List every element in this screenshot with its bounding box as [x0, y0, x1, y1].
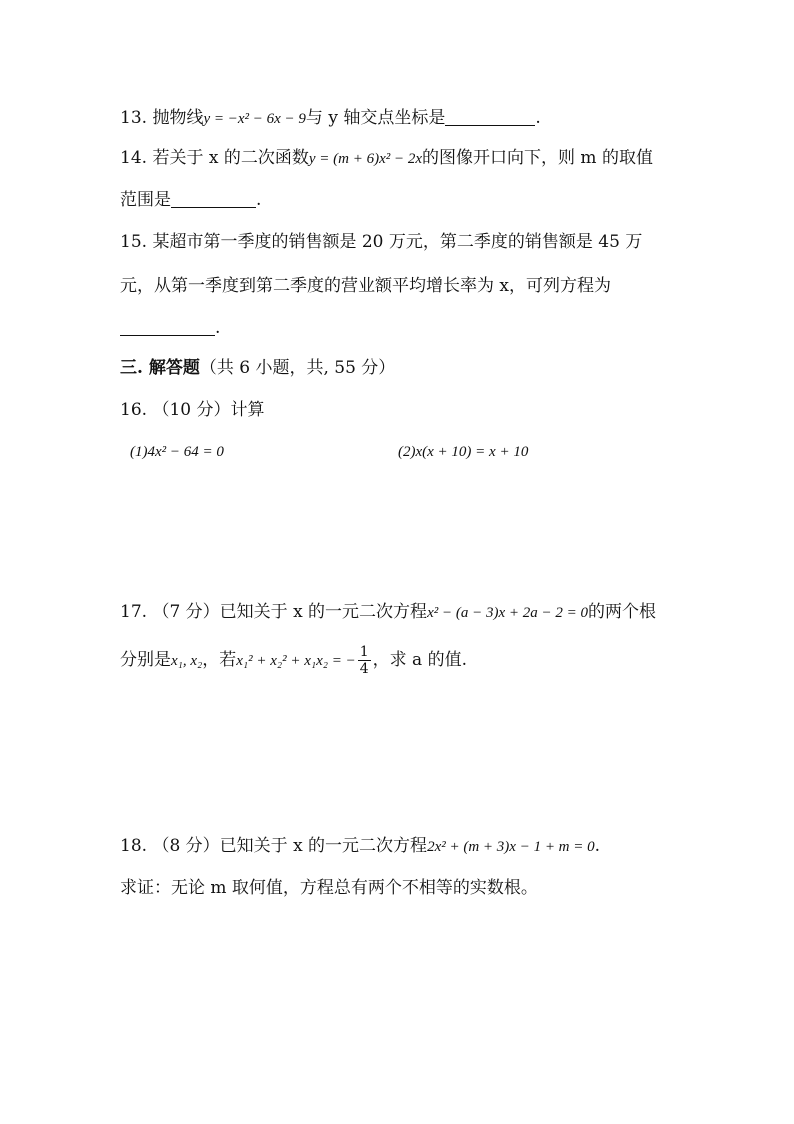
q18-line2: 求证：无论 m 取何值，方程总有两个不相等的实数根。 — [120, 878, 538, 898]
q13-formula-text: y = −x² − 6x − 9 — [203, 111, 306, 127]
q17-fraction — [358, 644, 371, 677]
q14-suffix: 的图像开口向下，则 m 的取值 — [422, 148, 653, 168]
section-3-title: 三. 解答题 — [120, 358, 200, 378]
q13-answer-blank[interactable] — [445, 109, 535, 126]
question-15-line2 — [120, 274, 611, 298]
q15-line1: 15. 某超市第一季度的销售额是 20 万元，第二季度的销售额是 45 万 — [120, 232, 643, 252]
q17-formula: x² − (a − 3)x + 2a − 2 = 0 — [427, 605, 588, 621]
question-13 — [120, 106, 541, 131]
q16-part-1: (1)4x² − 64 = 0 — [130, 444, 224, 460]
q14-line2: 范围是 — [120, 190, 171, 210]
section-3-note: （共 6 小题，共, 55 分） — [199, 358, 396, 378]
q15-answer-blank[interactable] — [120, 319, 215, 336]
question-14-line2 — [120, 188, 261, 212]
q17-suffix: 的两个根 — [587, 602, 656, 622]
q18-formula: 2x² + (m + 3)x − 1 + m = 0 — [427, 839, 595, 855]
q17-condition: x₁² + x₂² + x₁x₂ = − — [236, 653, 356, 669]
question-17-line2 — [120, 644, 467, 677]
q13-prefix: 13. 抛物线 — [120, 108, 204, 128]
q13-end: . — [535, 108, 541, 128]
section-3-heading — [120, 356, 395, 380]
question-17-line1 — [120, 600, 656, 625]
question-16-title — [120, 398, 264, 422]
q14-prefix: 14. 若关于 x 的二次函数 — [120, 148, 309, 168]
q13-formula — [203, 111, 305, 127]
q17-prefix: 17. （7 分）已知关于 x 的一元二次方程 — [120, 602, 428, 622]
q16-title: 16. （10 分）计算 — [120, 400, 265, 420]
q14-answer-blank[interactable] — [171, 191, 256, 208]
q17-line2-suffix: ，求 a 的值. — [372, 650, 468, 670]
q15-end: . — [215, 318, 221, 338]
question-15-line1 — [120, 230, 642, 254]
q13-suffix: 与 y 轴交点坐标是 — [305, 108, 446, 128]
question-18-line1 — [120, 834, 600, 859]
q16-part-2: (2)x(x + 10) = x + 10 — [398, 444, 529, 460]
q14-end: . — [256, 190, 262, 210]
q17-frac-num: 1 — [359, 644, 369, 660]
q15-line2: 元，从第一季度到第二季度的营业额平均增长率为 x，可列方程为 — [120, 276, 611, 296]
q18-prefix: 18. （8 分）已知关于 x 的一元二次方程 — [120, 836, 428, 856]
q17-line2-prefix: 分别是 — [120, 650, 171, 670]
question-15-line3 — [120, 316, 220, 340]
q17-roots: x₁, x₂ — [171, 653, 203, 669]
question-18-line2 — [120, 876, 538, 900]
q14-formula: y = (m + 6)x² − 2x — [308, 151, 423, 167]
q17-frac-den: 4 — [359, 661, 369, 677]
question-14-line1 — [120, 146, 653, 171]
q18-end: . — [594, 836, 601, 856]
q17-line2-mid: ，若 — [202, 650, 237, 670]
